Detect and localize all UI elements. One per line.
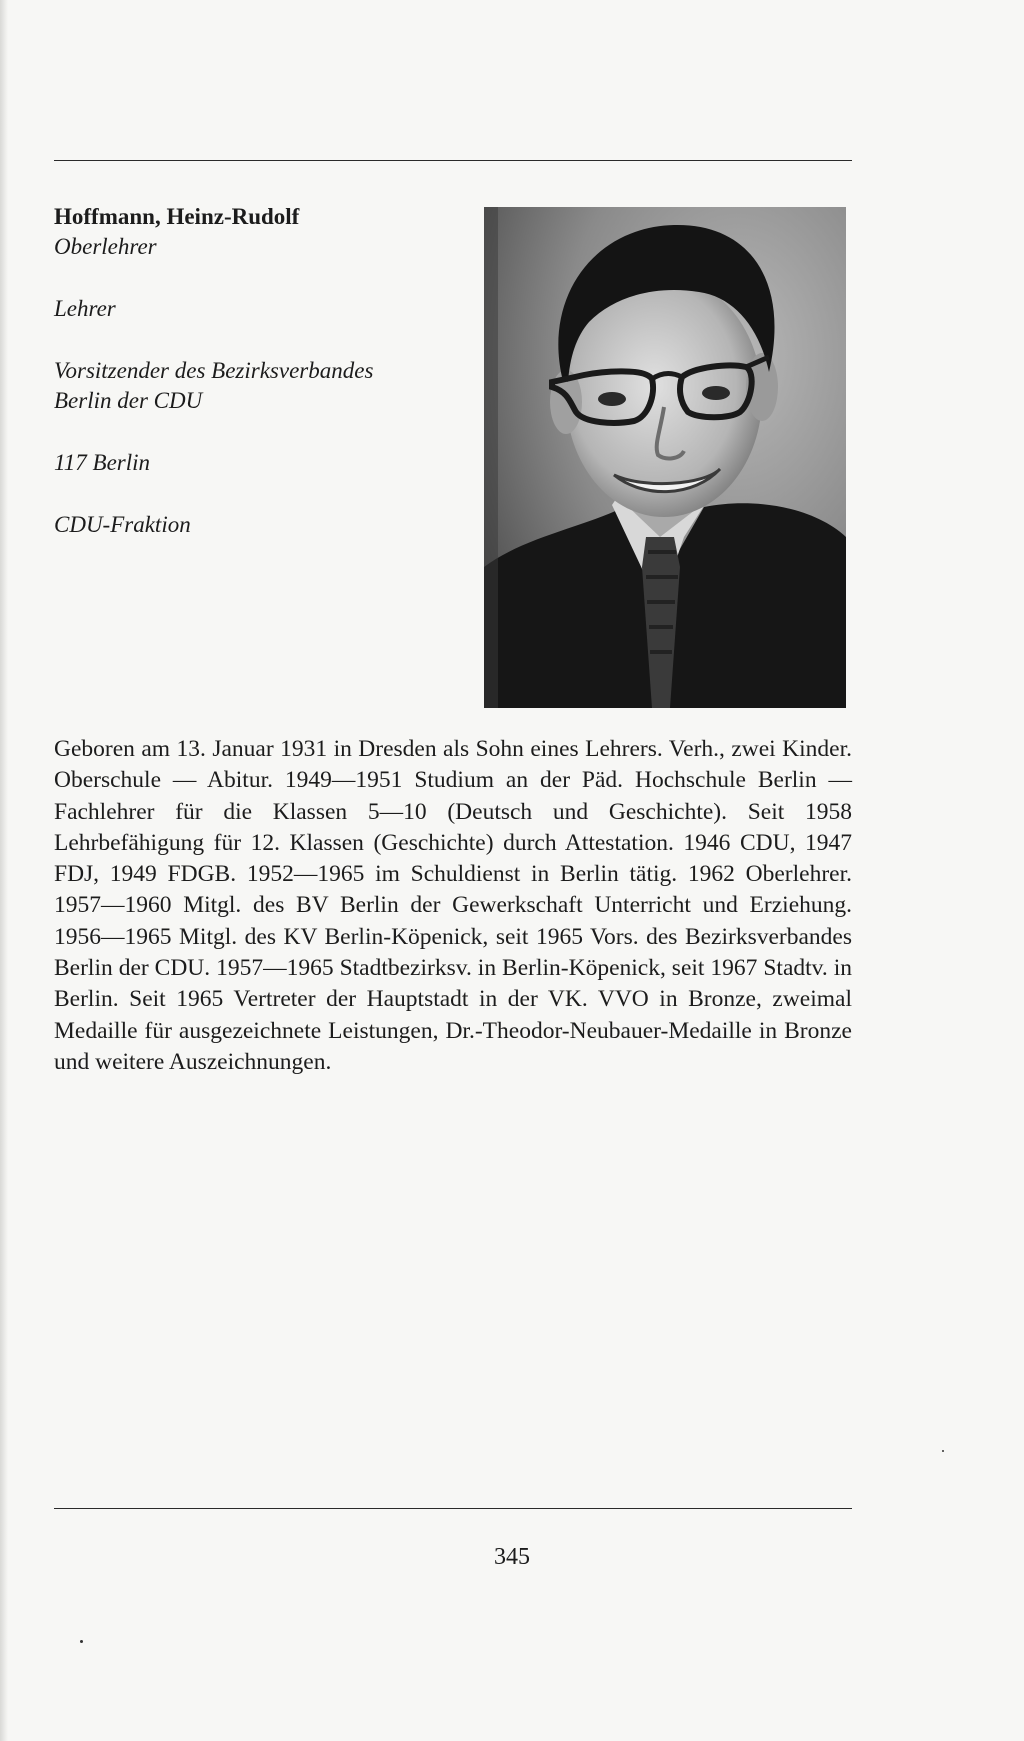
- person-function-line1: Vorsitzender des Bezirksverbandes: [54, 358, 374, 383]
- entry-header: [54, 202, 474, 540]
- person-address: 117 Berlin: [54, 450, 151, 475]
- print-speck: [942, 1450, 944, 1452]
- portrait-photo-icon: [484, 207, 846, 708]
- person-title: Oberlehrer: [54, 234, 157, 259]
- biography-text: Geboren am 13. Januar 1931 in Dresden als Sohn eines Lehrers. Verh., zwei Kinder. Oberschule — Abitur. 1949—1951 Studium an der Päd. Hochschule Berlin — Fachlehrer für die Klassen 5—10 (Deutsch und Geschichte). Seit 1958 Lehrbefähigung für 12. Klassen (Geschichte) durch Attestation. 1946 CDU, 1947 FDJ, 1949 FDGB. 1952—1965 im Schuldienst in Berlin tätig. 1962 Oberlehrer. 1957—1960 Mitgl. des BV Berlin der Gewerkschaft Unterricht und Erziehung. 1956—1965 Mitgl. des KV Berlin-Köpenick, seit 1965 Vors. des Bezirksverbandes Berlin der CDU. 1957—1965 Stadtbezirksv. in Berlin-Köpenick, seit 1967 Stadtv. in Berlin. Seit 1965 Vertreter der Hauptstadt in der VK. VVO in Bronze, zweimal Medaille für ausgezeichnete Leistungen, Dr.-Theodor-Neubauer-Medaille in Bronze und weitere Auszeichnungen.: [54, 736, 852, 1075]
- person-profession: Lehrer: [54, 296, 116, 321]
- print-speck: [80, 1640, 83, 1643]
- person-function-line2: Berlin der CDU: [54, 388, 203, 413]
- person-fraction: CDU-Fraktion: [54, 512, 191, 537]
- page-edge-shadow: [0, 0, 8, 1741]
- bottom-rule: [54, 1508, 852, 1509]
- top-rule: [54, 160, 852, 161]
- page-number: 345: [494, 1544, 530, 1570]
- person-name: Hoffmann, Heinz-Rudolf: [54, 204, 300, 229]
